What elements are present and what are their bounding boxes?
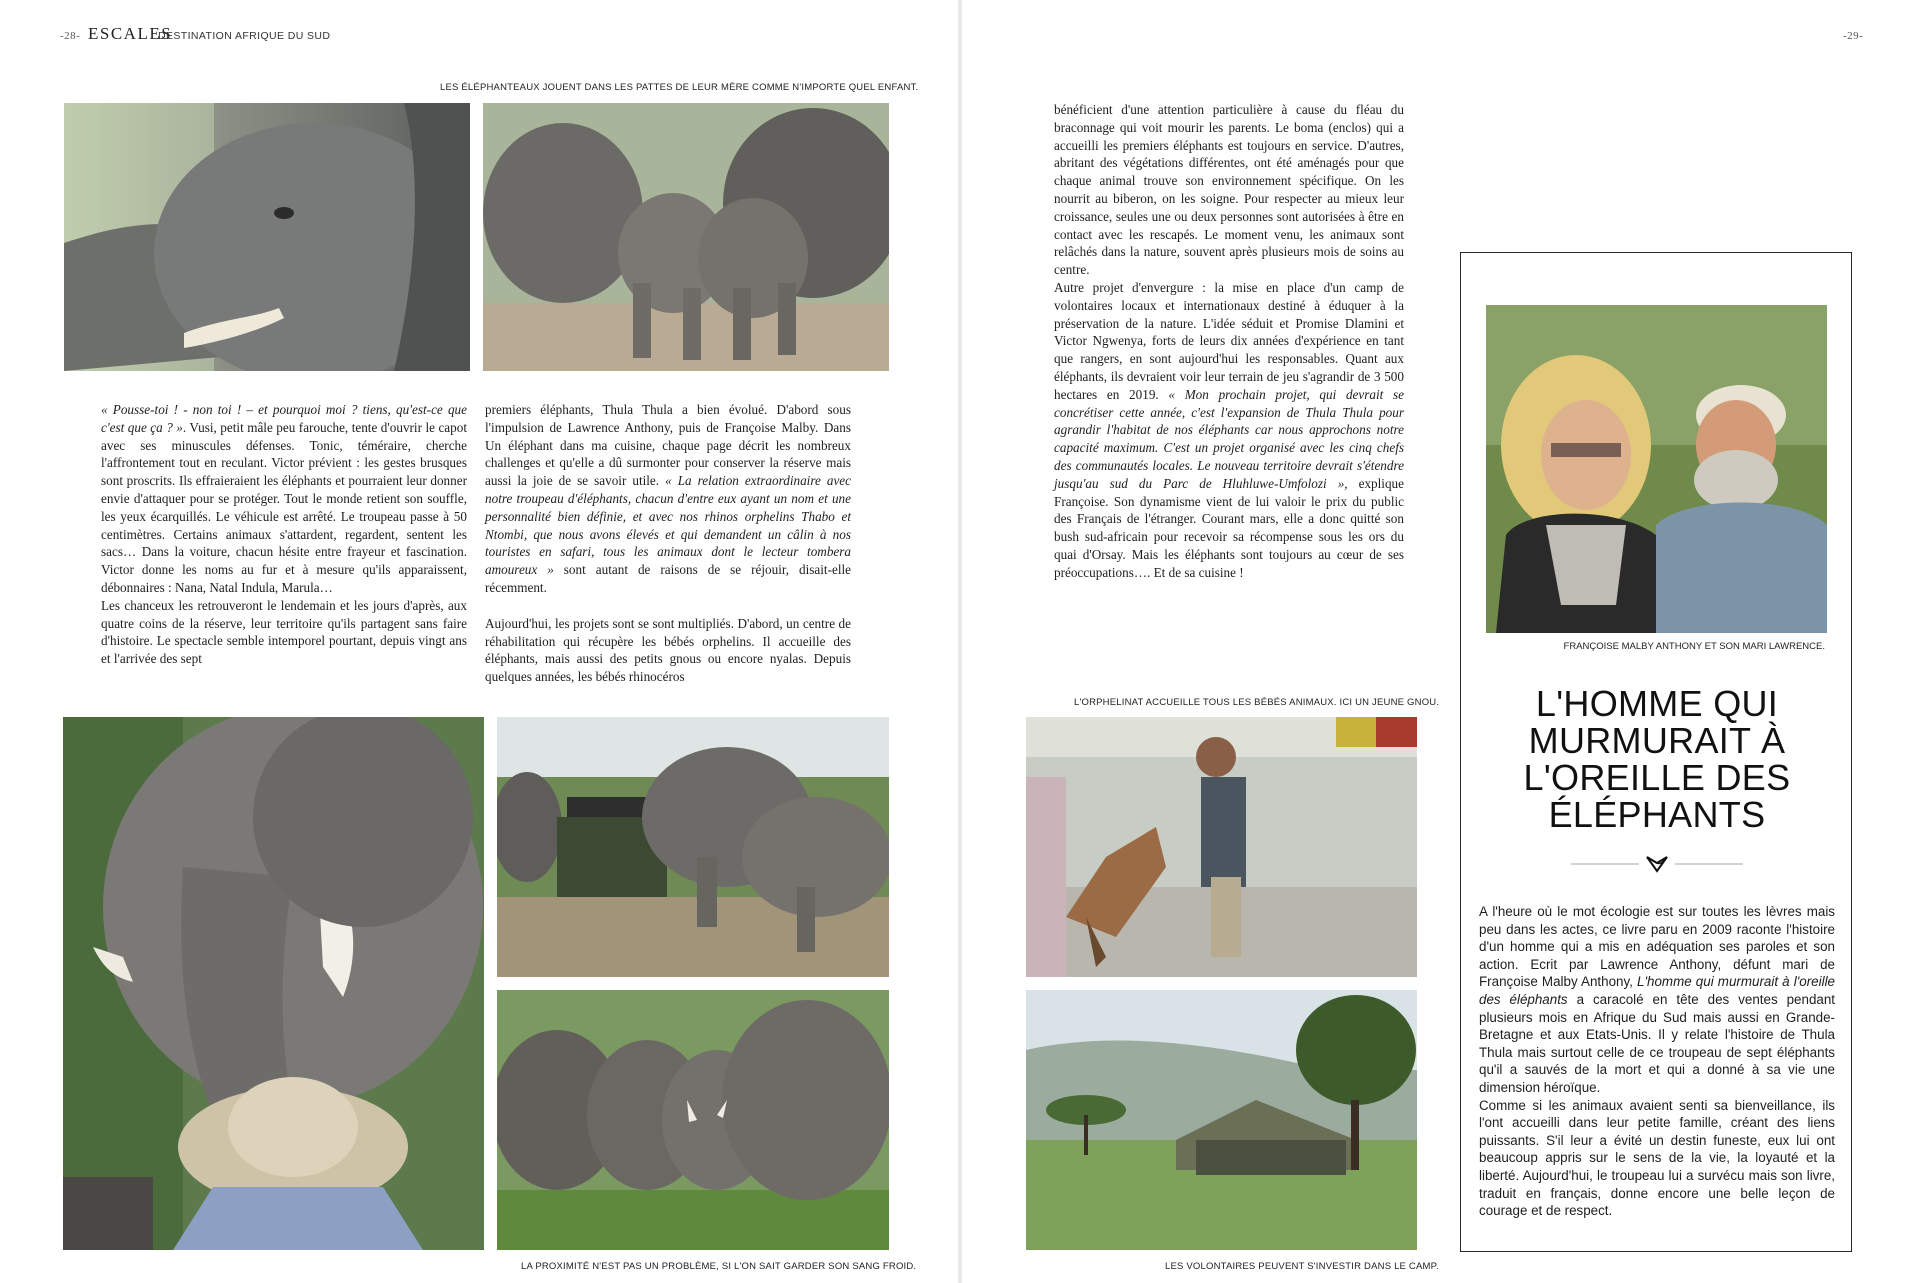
- sidebar-p1-start: A l'heure où le mot écologie est sur toutes les lèvres mais peu dans les actes, ce livre paru en 2009 raconte l'histoire d'un homme qui a mis en adéquation ses paroles et son action. Ecrit par Lawrence Anthony, défunt mari de Françoise Malby Anthony,: [1479, 904, 1835, 990]
- sidebar-book-title: L'homme qui murmurait à l'oreille des éléphants: [1479, 974, 1836, 1007]
- caption-elephant-calves: LES ÉLÉPHANTEAUX JOUENT DANS LES PATTES DE LEUR MÈRE COMME N'IMPORTE QUEL ENFANT.: [440, 82, 919, 93]
- col1-text: . Vusi, petit mâle peu farouche, tente d'ouvrir le capot avec ses minuscules défenses. Tonic, téméraire, cherche l'affrontement tout en reculant. Victor prévient : les gestes brusques sont proscrits. Ils effraieraient les éléphants et pourraient leur donner envie d'attaquer pour se protéger. Tout le monde retient son souffle, les yeux écarquillés. Le véhicule est arrêté. Le troupeau passe à 50 centimètres. Certains animaux s'attardent, regardent, sentent les sacs… Dans la voiture, chacun hésite entre frayeur et fascination. Victor donne les noms au fur et à mesure qu'ils apparaissent, débonnaires : Nana, Natal Indula, Marula…: [101, 419, 467, 595]
- col2-text-end: sont autant de raisons de se réjouir, disait-elle récemment.: [485, 562, 851, 595]
- couple-portrait-photo: [1486, 305, 1827, 633]
- sidebar-paragraph-1: [1479, 903, 1835, 1097]
- page-gutter: [958, 0, 962, 1283]
- article-column-3: [1054, 101, 1404, 582]
- sidebar-p1-end: a caracolé en tête des ventes pendant plusieurs mois en Afrique du Sud mais aussi en Grande-Bretagne et aux Etats-Unis. Il y relate l'histoire de Thula Thula mais surtout celle de ce troupeau de sept éléphants qu'il a sauvés de la mort et qui a donné à sa vie une dimension héroïque.: [1479, 991, 1836, 1095]
- sidebar-text: [1479, 903, 1835, 1220]
- safari-jeep-elephants-photo: [497, 717, 889, 977]
- elephant-closeup-hat-photo: [63, 717, 484, 1250]
- col1-paragraph-1: [101, 401, 467, 597]
- col1-quote: « Pousse-toi ! - non toi ! – et pourquoi moi ? tiens, qu'est-ce que c'est que ça ? »: [101, 402, 467, 435]
- left-folio-number: 28: [64, 30, 77, 42]
- col3-paragraph-2: [1054, 279, 1404, 582]
- folio-dash-left-2: -: [1843, 30, 1848, 42]
- col3-quote: « Mon prochain projet, qui devrait se concrétiser cette année, c'est l'expansion de Thula Thula pour agrandir l'habitat de nos éléphants car nous approchons notre capacité maximum. C'est un projet organisé avec les cinq chefs des communautés locales. Le nouveau territoire devrait s'étendre jusqu'au sud du Parc de Hluhluwe-Umfolozi »: [1054, 386, 1404, 491]
- caption-proximity: LA PROXIMITÉ N'EST PAS UN PROBLÈME, SI L'ON SAIT GARDER SON SANG FROID.: [521, 1261, 917, 1272]
- section-rubric: DESTINATION AFRIQUE DU SUD: [158, 30, 331, 42]
- sidebar-title-line-1: L'HOMME QUI: [1535, 683, 1779, 724]
- elephant-herd-grass-photo: [497, 990, 889, 1250]
- folio-dash-right: -: [76, 30, 81, 42]
- left-page-number: [60, 30, 80, 42]
- caption-orphanage: L'ORPHELINAT ACCUEILLE TOUS LES BÉBÉS ANIMAUX. ICI UN JEUNE GNOU.: [1074, 697, 1440, 708]
- col3-text-end: , explique Françoise. Son dynamisme vient de lui valoir le prix du public des Français de l'étranger. Courant mars, elle a donc quitté son bush sud-africain pour recevoir sa récompense sous les ors du quai d'Orsay. Mais les éléphants sont toujours au cœur de ses préoccupations…. Et de sa cuisine !: [1054, 475, 1404, 580]
- elephant-herd-calves-photo: [483, 103, 889, 371]
- book-sidebar: [1460, 252, 1852, 1252]
- article-column-1: [101, 401, 467, 668]
- folio-dash-left: -: [60, 30, 65, 42]
- col2-quote: « La relation extraordinaire avec notre troupeau d'éléphants, chacun d'entre eux ayant un nom et une personnalité bien définie, et avec nos rhinos orphelins Thabo et Ntombi, que nous avons élevés et qui demandent un câlin à nos touristes en safari, tous les animaux dont le lecteur tombera amoureux »: [485, 473, 852, 578]
- magazine-brand: ESCALES: [88, 24, 173, 43]
- article-column-2: [485, 401, 851, 686]
- caption-camp: LES VOLONTAIRES PEUVENT S'INVESTIR DANS LE CAMP.: [1165, 1261, 1439, 1272]
- right-folio-number: 29: [1847, 30, 1860, 42]
- sidebar-title: [1461, 685, 1853, 833]
- gnu-orphanage-photo: [1026, 717, 1417, 977]
- right-page-number: [1843, 30, 1863, 42]
- col3-paragraph-1: bénéficient d'une attention particulière à cause du fléau du braconnage qui voit mourir les parents. Le boma (enclos) qui a accueilli les premiers éléphants est toujours en service. D'autres, abritant des végétations différentes, ont été aménagés pour que chaque animal trouve son environnement spécifique. On les nourrit au biberon, on les soigne. Pour respecter au mieux leur croissance, seules une ou deux personnes sont autorisées à être en contact avec les rescapés. Le moment venu, les animaux sont relâchés dans la nature, souvent après plusieurs mois de soins au centre.: [1054, 102, 1404, 278]
- col1-paragraph-2: Les chanceux les retrouveront le lendemain et les jours d'après, aux quatre coins de la réserve, leur territoire qu'ils partagent sans faire d'histoire. Le spectacle semble intemporel pourtant, depuis vingt ans et l'arrivée des sept: [101, 597, 467, 667]
- sidebar-title-line-2: MURMURAIT À: [1528, 720, 1786, 761]
- col2-paragraph-2: Aujourd'hui, les projets sont se sont multipliés. D'abord, un centre de réhabilitation qui récupère les bébés orphelins. Il accueille des éléphants, mais aussi des petits gnous ou encore nyalas. Depuis quelques années, les bébés rhinocéros: [485, 615, 851, 685]
- col2-text-start: premiers éléphants, Thula Thula a bien évolué. D'abord sous l'impulsion de Lawrence Anthony, puis de Françoise Malby. Dans Un éléphant dans ma cuisine, chaque page décrit les nombreux challenges et qu'elle a dû surmonter pour conserver la réserve mais aussi la joie de se savoir utile.: [485, 402, 851, 489]
- folio-dash-right-2: -: [1859, 30, 1864, 42]
- sidebar-title-line-3: L'OREILLE DES: [1523, 757, 1791, 798]
- elephant-head-photo: [64, 103, 470, 371]
- leaf-ornament-icon: [1571, 851, 1743, 877]
- sidebar-title-line-4: ÉLÉPHANTS: [1548, 794, 1766, 835]
- volunteer-camp-photo: [1026, 990, 1417, 1250]
- col3-text-start: Autre projet d'envergure : la mise en place d'un camp de volontaires locaux et internationaux destiné à éduquer à la préservation de la nature. L'idée séduit et Promise Dlamini et Victor Ngwenya, forts de leurs dix années d'expérience en tant que rangers, en sont aujourd'hui les responsables. Quant aux éléphants, ils devraient voir leur terrain de jeu s'agrandir de 3 500 hectares en 2019.: [1054, 279, 1404, 402]
- sidebar-paragraph-2: Comme si les animaux avaient senti sa bienveillance, ils l'ont accueilli dans leur petite famille, créant des liens puissants. S'il leur a évité un destin funeste, eux lui ont beaucoup appris sur le sens de la vie, la loyauté et la liberté. Aujourd'hui, le troupeau lui a survécu mais son livre, traduit en français, donne encore une belle leçon de courage et de respect.: [1479, 1097, 1835, 1219]
- col2-paragraph-1: [485, 401, 851, 597]
- caption-portrait: FRANÇOISE MALBY ANTHONY ET SON MARI LAWRENCE.: [1563, 641, 1825, 652]
